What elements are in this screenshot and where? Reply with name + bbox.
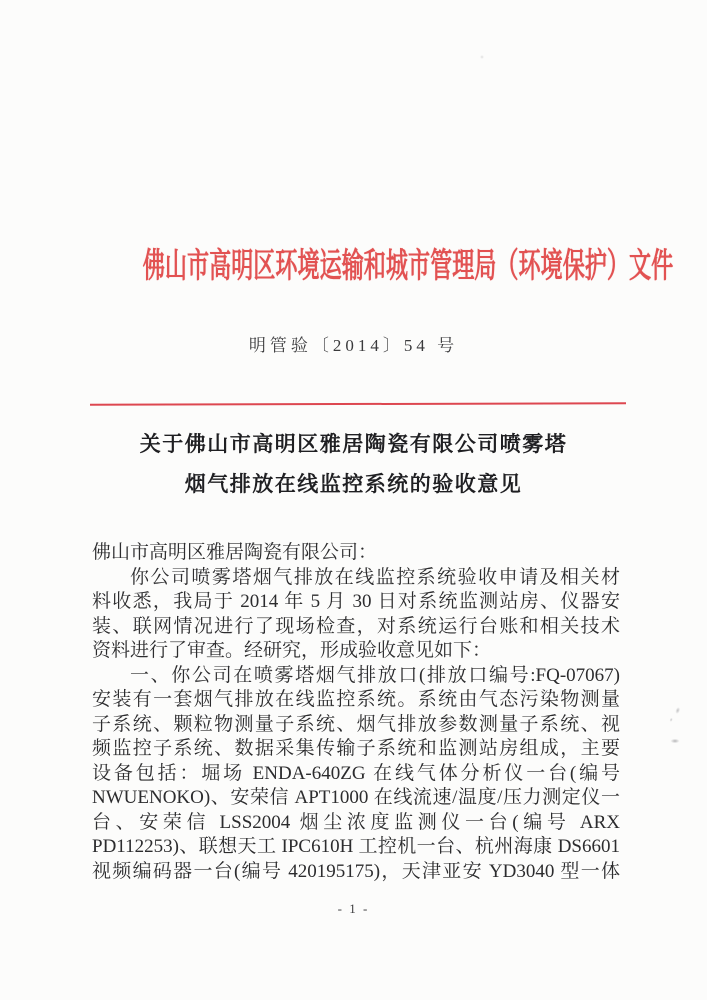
body-line: 频监控子系统、数据采集传输子系统和监测站房组成，主要 [92,738,620,759]
document-subject-title [0,424,707,504]
body-line: 资料进行了审查。经研究，形成验收意见如下： [92,640,492,661]
body-line: 安装有一套烟气排放在线监控系统。系统由气态污染物测量 [92,689,620,710]
document-body [92,541,620,884]
scan-smudge [666,735,684,747]
subject-title-line-1: 关于佛山市高明区雅居陶瓷有限公司喷雾塔 [139,432,568,456]
body-line: 子系统、颗粒物测量子系统、烟气排放参数测量子系统、视 [92,713,620,735]
body-line: 一、你公司在喷雾塔烟气排放口(排放口编号:FQ-07067) [130,664,620,686]
body-line: 你公司喷雾塔烟气排放在线监控系统验收申请及相关材 [130,566,620,588]
document-red-header [0,238,707,287]
page-number: - 1 - [337,901,370,916]
salutation-line: 佛山市高明区雅居陶瓷有限公司： [92,542,378,563]
body-line: 视频编码器一台(编号 420195175)，天津亚安 YD3040 型一体 [92,860,620,882]
subject-title-line-2: 烟气排放在线监控系统的验收意见 [184,472,523,496]
body-line: 台、安荣信 LSS2004 烟尘浓度监测仪一台(编号 ARX [92,811,620,833]
body-line: 料收悉，我局于 2014 年 5 月 30 日对系统监测站房、仪器安 [92,591,620,612]
issuing-agency-title: 佛山市高明区环境运输和城市管理局（环境保护）文件 [142,248,674,285]
red-separator-rule [90,402,626,405]
body-line: 设备包括：堀场 ENDA-640ZG 在线气体分析仪一台(编号 [92,762,620,784]
body-line: NWUENOKO)、安荣信 APT1000 在线流速/温度/压力测定仪一 [92,787,620,808]
body-line: 装、联网情况进行了现场检查，对系统运行台账和相关技术 [92,615,620,637]
scan-speck [480,55,484,59]
scan-smudge [664,703,686,732]
document-reference-number: 明管验〔2014〕54 号 [248,336,459,355]
body-line: PD112253)、联想天工 IPC610H 工控机一台、杭州海康 DS6601 [92,836,620,857]
